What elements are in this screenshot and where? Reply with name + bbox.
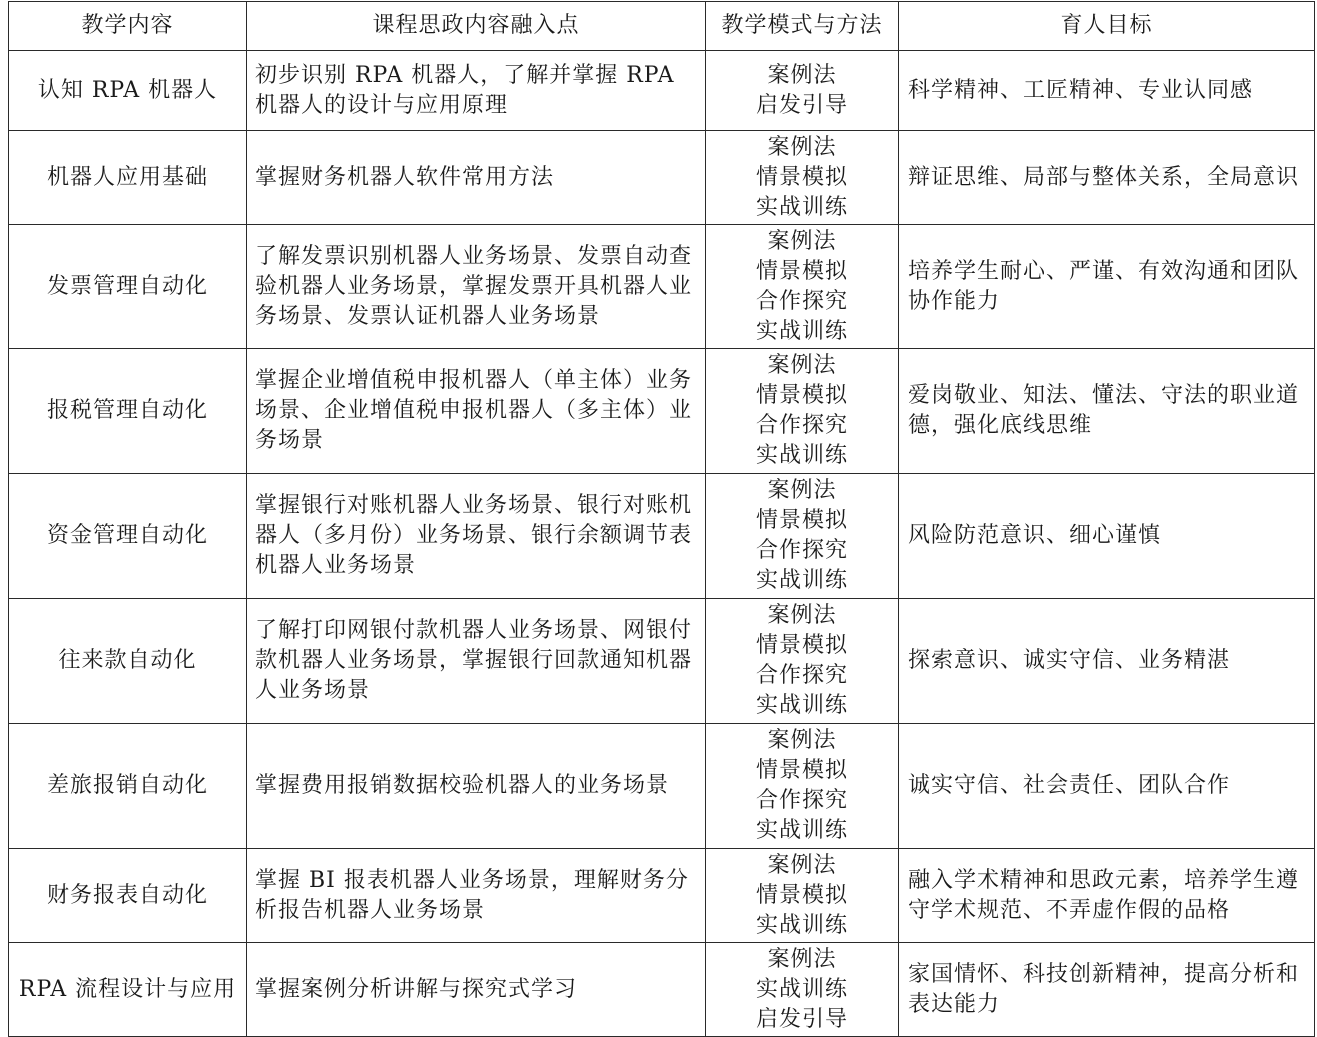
method-item: 情景模拟 [755, 164, 848, 190]
method-item: 情景模拟 [755, 758, 848, 783]
topic-cell: 往来款自动化 [9, 599, 247, 724]
method-item: 案例法 [767, 62, 837, 88]
topic-cell: 发票管理自动化 [9, 225, 247, 349]
point-cell: 了解打印网银付款机器人业务场景、网银付款机器人业务场景，掌握银行回款通知机器人业务场景 [247, 599, 706, 724]
method-item: 情景模拟 [755, 508, 848, 533]
method-item: 实战训练 [755, 912, 848, 938]
point-cell: 掌握企业增值税申报机器人（单主体）业务场景、企业增值税申报机器人（多主体）业务场景 [247, 349, 706, 474]
methods-cell [706, 474, 899, 599]
table-row [9, 131, 1315, 225]
methods-cell [706, 943, 899, 1037]
topic-cell: 资金管理自动化 [9, 474, 247, 599]
method-item: 案例法 [767, 134, 837, 160]
header-teaching-methods: 教学模式与方法 [706, 2, 899, 51]
methods-cell [706, 225, 899, 349]
methods-cell [706, 724, 899, 849]
method-item: 案例法 [767, 852, 837, 878]
method-item: 案例法 [767, 228, 837, 254]
point-cell: 掌握财务机器人软件常用方法 [247, 131, 706, 225]
topic-cell: 认知 RPA 机器人 [9, 51, 247, 131]
methods-cell [706, 849, 899, 943]
method-item: 合作探究 [755, 663, 848, 688]
method-item: 案例法 [767, 946, 837, 972]
method-item: 合作探究 [755, 288, 848, 314]
method-item: 实战训练 [755, 568, 848, 593]
topic-cell: 报税管理自动化 [9, 349, 247, 474]
method-item: 案例法 [767, 478, 837, 503]
topic-cell: RPA 流程设计与应用 [9, 943, 247, 1037]
curriculum-table [8, 1, 1315, 1037]
method-item: 合作探究 [755, 413, 848, 438]
method-item: 合作探究 [755, 538, 848, 563]
method-item: 实战训练 [755, 976, 848, 1002]
point-cell: 掌握银行对账机器人业务场景、银行对账机器人（多月份）业务场景、银行余额调节表机器人业务场景 [247, 474, 706, 599]
point-cell: 掌握案例分析讲解与探究式学习 [247, 943, 706, 1037]
goal-cell: 培养学生耐心、严谨、有效沟通和团队协作能力 [899, 225, 1315, 349]
method-item: 情景模拟 [755, 383, 848, 408]
goal-cell: 爱岗敬业、知法、懂法、守法的职业道德，强化底线思维 [899, 349, 1315, 474]
method-item: 实战训练 [755, 318, 848, 344]
point-cell: 初步识别 RPA 机器人，了解并掌握 RPA 机器人的设计与应用原理 [247, 51, 706, 131]
method-item: 情景模拟 [755, 633, 848, 658]
goal-cell: 诚实守信、社会责任、团队合作 [899, 724, 1315, 849]
goal-cell: 辩证思维、局部与整体关系，全局意识 [899, 131, 1315, 225]
method-item: 实战训练 [755, 693, 848, 718]
topic-cell: 机器人应用基础 [9, 131, 247, 225]
table-header-row [9, 2, 1315, 51]
table-row [9, 51, 1315, 131]
table-row [9, 724, 1315, 849]
method-item: 合作探究 [755, 788, 848, 813]
goal-cell: 家国情怀、科技创新精神，提高分析和表达能力 [899, 943, 1315, 1037]
method-item: 实战训练 [755, 818, 848, 843]
method-item: 案例法 [767, 603, 837, 628]
table-row [9, 225, 1315, 349]
method-item: 实战训练 [755, 194, 848, 220]
table-row [9, 599, 1315, 724]
method-item: 情景模拟 [755, 882, 848, 908]
method-item: 情景模拟 [755, 258, 848, 284]
goal-cell: 风险防范意识、细心谨慎 [899, 474, 1315, 599]
method-item: 案例法 [767, 353, 837, 378]
topic-cell: 差旅报销自动化 [9, 724, 247, 849]
point-cell: 了解发票识别机器人业务场景、发票自动查验机器人业务场景，掌握发票开具机器人业务场景、发票认证机器人业务场景 [247, 225, 706, 349]
table-row [9, 943, 1315, 1037]
table-row [9, 849, 1315, 943]
methods-cell [706, 131, 899, 225]
table-row [9, 474, 1315, 599]
goal-cell: 融入学术精神和思政元素，培养学生遵守学术规范、不弄虚作假的品格 [899, 849, 1315, 943]
methods-cell [706, 599, 899, 724]
method-item: 案例法 [767, 728, 837, 753]
header-education-goals: 育人目标 [899, 2, 1315, 51]
point-cell: 掌握 BI 报表机器人业务场景，理解财务分析报告机器人业务场景 [247, 849, 706, 943]
methods-cell [706, 51, 899, 131]
table-row [9, 349, 1315, 474]
header-teaching-content: 教学内容 [9, 2, 247, 51]
point-cell: 掌握费用报销数据校验机器人的业务场景 [247, 724, 706, 849]
goal-cell: 探索意识、诚实守信、业务精湛 [899, 599, 1315, 724]
method-item: 启发引导 [755, 92, 848, 118]
header-ideological-points: 课程思政内容融入点 [247, 2, 706, 51]
method-item: 实战训练 [755, 443, 848, 468]
topic-cell: 财务报表自动化 [9, 849, 247, 943]
goal-cell: 科学精神、工匠精神、专业认同感 [899, 51, 1315, 131]
method-item: 启发引导 [755, 1006, 848, 1032]
methods-cell [706, 349, 899, 474]
